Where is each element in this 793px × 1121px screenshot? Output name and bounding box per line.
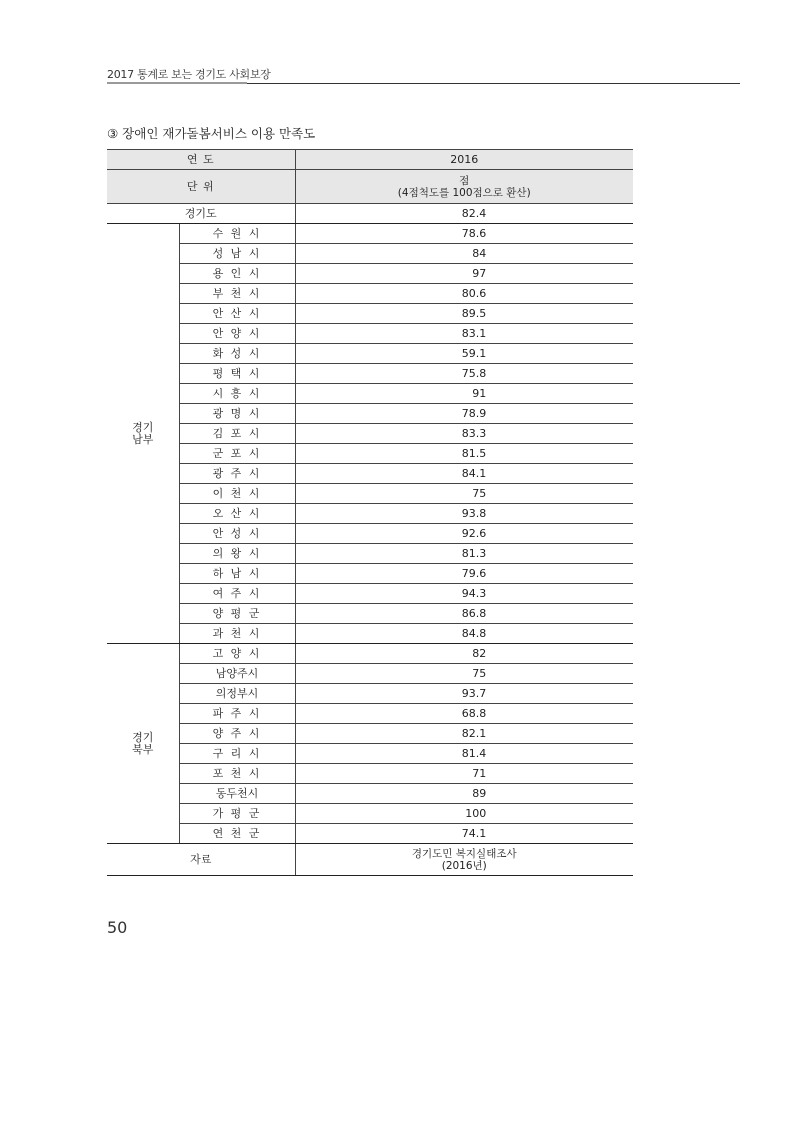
unit-value <box>295 170 633 204</box>
table-row <box>107 804 633 824</box>
table-row <box>107 284 633 304</box>
table-row <box>107 424 633 444</box>
source-line-2: (2016년) <box>441 859 487 872</box>
city-value: 75 <box>295 484 633 504</box>
city-name: 수 원 시 <box>179 224 295 244</box>
page-number: 50 <box>107 918 128 937</box>
table-row <box>107 384 633 404</box>
table-row <box>107 624 633 644</box>
city-value: 82.1 <box>295 724 633 744</box>
table-row <box>107 564 633 584</box>
city-value: 84.1 <box>295 464 633 484</box>
source-row <box>107 844 633 876</box>
city-name: 안 양 시 <box>179 324 295 344</box>
city-value: 84.8 <box>295 624 633 644</box>
city-name: 가 평 군 <box>179 804 295 824</box>
city-name: 용 인 시 <box>179 264 295 284</box>
header-rule-accent <box>107 82 247 84</box>
city-value: 78.6 <box>295 224 633 244</box>
city-value: 71 <box>295 764 633 784</box>
unit-line-2: (4점척도를 100점으로 환산) <box>397 186 531 199</box>
table-row <box>107 764 633 784</box>
province-row <box>107 204 633 224</box>
city-value: 59.1 <box>295 344 633 364</box>
south-label-line-1: 경기 <box>132 420 154 434</box>
city-name: 부 천 시 <box>179 284 295 304</box>
city-name: 의정부시 <box>179 684 295 704</box>
unit-row <box>107 170 633 204</box>
city-value: 93.8 <box>295 504 633 524</box>
city-value: 89.5 <box>295 304 633 324</box>
section-title: ③ 장애인 재가돌봄서비스 이용 만족도 <box>107 126 316 141</box>
north-label-line-1: 경기 <box>132 730 154 744</box>
table-row <box>107 304 633 324</box>
city-value: 75.8 <box>295 364 633 384</box>
city-name: 양 주 시 <box>179 724 295 744</box>
table-row <box>107 604 633 624</box>
city-value: 75 <box>295 664 633 684</box>
source-line-1: 경기도민 복지실태조사 <box>411 847 517 860</box>
city-name: 안 성 시 <box>179 524 295 544</box>
city-value: 74.1 <box>295 824 633 844</box>
table-row <box>107 404 633 424</box>
city-value: 86.8 <box>295 604 633 624</box>
unit-line-1: 점 <box>459 174 470 187</box>
table-row <box>107 744 633 764</box>
city-name: 오 산 시 <box>179 504 295 524</box>
city-name: 동두천시 <box>179 784 295 804</box>
city-value: 100 <box>295 804 633 824</box>
province-label: 경기도 <box>107 204 295 224</box>
city-name: 구 리 시 <box>179 744 295 764</box>
north-region-label <box>107 644 179 844</box>
city-name: 과 천 시 <box>179 624 295 644</box>
table-row <box>107 544 633 564</box>
city-value: 81.3 <box>295 544 633 564</box>
city-name: 의 왕 시 <box>179 544 295 564</box>
year-label: 연 도 <box>107 150 295 170</box>
source-value <box>295 844 633 876</box>
header-rule <box>247 83 740 84</box>
province-value: 82.4 <box>295 204 633 224</box>
city-name: 군 포 시 <box>179 444 295 464</box>
table-row <box>107 664 633 684</box>
city-value: 92.6 <box>295 524 633 544</box>
table-row <box>107 324 633 344</box>
table-row <box>107 704 633 724</box>
city-value: 84 <box>295 244 633 264</box>
table-row <box>107 724 633 744</box>
city-value: 81.5 <box>295 444 633 464</box>
city-value: 80.6 <box>295 284 633 304</box>
city-name: 이 천 시 <box>179 484 295 504</box>
city-name: 광 명 시 <box>179 404 295 424</box>
city-name: 평 택 시 <box>179 364 295 384</box>
city-name: 김 포 시 <box>179 424 295 444</box>
table-row <box>107 224 633 244</box>
city-value: 97 <box>295 264 633 284</box>
table-row <box>107 684 633 704</box>
city-name: 포 천 시 <box>179 764 295 784</box>
city-name: 남양주시 <box>179 664 295 684</box>
city-name: 화 성 시 <box>179 344 295 364</box>
city-name: 광 주 시 <box>179 464 295 484</box>
year-row <box>107 150 633 170</box>
south-label-line-2: 남부 <box>132 432 154 446</box>
city-value: 89 <box>295 784 633 804</box>
north-label-line-2: 북부 <box>132 742 154 756</box>
city-value: 94.3 <box>295 584 633 604</box>
city-name: 연 천 군 <box>179 824 295 844</box>
city-name: 양 평 군 <box>179 604 295 624</box>
city-name: 안 산 시 <box>179 304 295 324</box>
city-value: 81.4 <box>295 744 633 764</box>
table-row <box>107 344 633 364</box>
city-value: 93.7 <box>295 684 633 704</box>
table-row <box>107 824 633 844</box>
city-value: 83.3 <box>295 424 633 444</box>
table-row <box>107 464 633 484</box>
table-row <box>107 644 633 664</box>
table-row <box>107 364 633 384</box>
source-label: 자료 <box>107 844 295 876</box>
satisfaction-table <box>107 149 633 876</box>
city-value: 68.8 <box>295 704 633 724</box>
running-header: 2017 통계로 보는 경기도 사회보장 <box>107 68 271 81</box>
city-value: 78.9 <box>295 404 633 424</box>
year-value: 2016 <box>295 150 633 170</box>
table-row <box>107 524 633 544</box>
city-value: 79.6 <box>295 564 633 584</box>
city-name: 시 흥 시 <box>179 384 295 404</box>
city-value: 83.1 <box>295 324 633 344</box>
table-row <box>107 504 633 524</box>
table-row <box>107 784 633 804</box>
city-name: 하 남 시 <box>179 564 295 584</box>
south-region-label <box>107 224 179 644</box>
city-value: 82 <box>295 644 633 664</box>
table-row <box>107 584 633 604</box>
table-row <box>107 244 633 264</box>
city-name: 파 주 시 <box>179 704 295 724</box>
city-name: 성 남 시 <box>179 244 295 264</box>
city-name: 고 양 시 <box>179 644 295 664</box>
unit-label: 단 위 <box>107 170 295 204</box>
city-name: 여 주 시 <box>179 584 295 604</box>
table-row <box>107 264 633 284</box>
city-value: 91 <box>295 384 633 404</box>
table-row <box>107 444 633 464</box>
table-row <box>107 484 633 504</box>
